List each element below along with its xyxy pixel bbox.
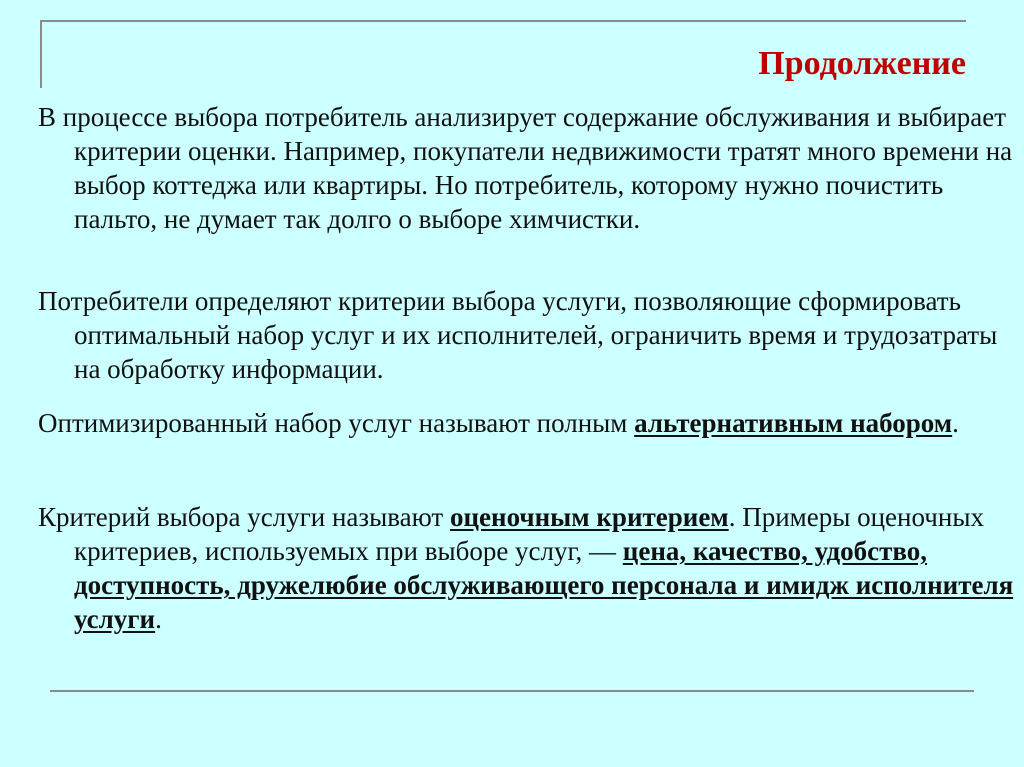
term-evaluation-criterion: оценочным критерием <box>449 502 729 532</box>
paragraph-3-text: Оптимизированный набор услуг называют полным <box>38 408 635 438</box>
paragraph-2: Потребители определяют критерии выбора услуги, позволяющие сформировать оптимальный набор услуг и их исполнителей, ограничить время и трудозатраты на обработку информации. <box>38 286 998 384</box>
paragraph-1: В процессе выбора потребитель анализирует содержание обслуживания и выбирает критерии оценки. Например, покупатели недвижимости тратят много времени на выбор коттеджа или квартиры. Но потребитель, которому нужно почистить пальто, не думает так долго о выборе химчистки. <box>38 102 1013 234</box>
paragraph-3 <box>38 406 1024 440</box>
top-divider-line <box>40 20 966 22</box>
term-criteria-list: цена, качество, удобство, доступность, дружелюбие обслуживающего персонала и имидж исполнителя услуги <box>74 536 1014 634</box>
paragraph-4-middle: . Примеры оценочных критериев, используемых при выборе услуг, — <box>74 502 984 566</box>
paragraph-3-end: . <box>952 408 959 438</box>
paragraph-4-end: . <box>155 604 162 634</box>
left-divider-line <box>40 20 42 88</box>
bottom-divider-line <box>50 690 974 692</box>
paragraph-4-text: Критерий выбора услуги называют <box>38 502 450 532</box>
paragraph-4 <box>38 500 1024 636</box>
term-alternative-set: альтернативным набором <box>634 408 953 438</box>
slide-title: Продолжение <box>758 45 966 82</box>
